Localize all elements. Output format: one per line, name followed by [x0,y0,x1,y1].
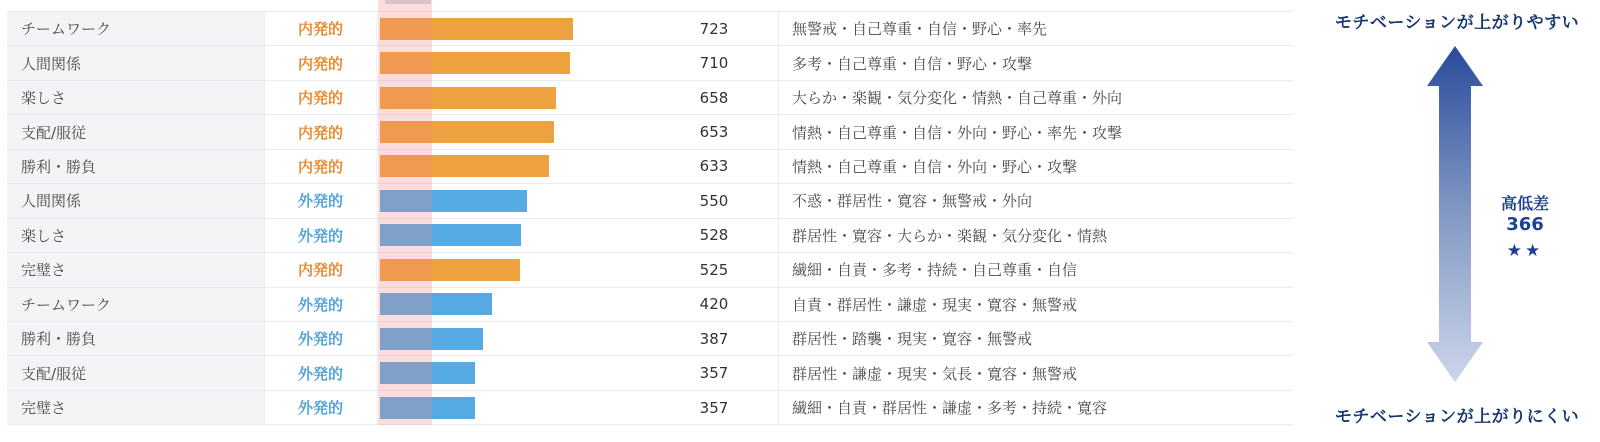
score-bar [380,224,521,246]
table-row [7,184,1293,218]
traits-label: 繊細・自責・群居性・謙虚・多考・持続・寛容 [778,391,1293,424]
motivation-high-label: モチベーションが上がりやすい [1334,13,1580,33]
table-row [7,219,1293,253]
score-value: 633 [699,157,729,176]
table-row [7,46,1293,80]
bar-cell [376,219,650,252]
category-label: チームワーク [7,12,265,45]
traits-label: 群居性・踏襲・現実・寛容・無警戒 [778,322,1293,355]
category-label: 支配/服従 [7,115,265,148]
traits-label: 群居性・寛容・大らか・楽観・気分変化・情熱 [778,219,1293,252]
score-bar [380,155,549,177]
table-row [7,115,1293,149]
motivation-low-label: モチベーションが上がりにくい [1334,407,1580,427]
category-label: 楽しさ [7,219,265,252]
score-value: 420 [699,295,729,314]
category-label: 楽しさ [7,81,265,114]
score-bar [380,52,570,74]
motivation-type-label: 内発的 [297,20,343,39]
score-value: 525 [699,260,729,279]
score-value: 357 [699,398,729,417]
table-row [7,253,1293,287]
table-row [7,288,1293,322]
score-bar [380,190,527,212]
motivation-type-label: 内発的 [297,261,343,280]
motivation-table [7,11,1293,425]
bar-cell [376,184,650,217]
bar-cell [376,46,650,79]
traits-label: 情熱・自己尊重・自信・外向・野心・率先・攻撃 [778,115,1293,148]
motivation-type-label: 内発的 [297,157,343,176]
score-bar [380,259,520,281]
category-label: 完璧さ [7,391,265,424]
score-value: 528 [699,226,729,245]
table-row [7,150,1293,184]
gap-value: 366 [1506,214,1544,235]
score-value: 710 [699,54,729,73]
traits-label: 自責・群居性・謙虚・現実・寛容・無警戒 [778,288,1293,321]
bar-cell [376,356,650,389]
table-row [7,81,1293,115]
category-label: 人間関係 [7,184,265,217]
score-value: 653 [699,123,729,142]
motivation-type-label: 外発的 [297,330,343,349]
score-value: 387 [699,329,729,348]
bar-cell [376,391,650,424]
motivation-type-label: 内発的 [297,54,343,73]
category-label: チームワーク [7,288,265,321]
bar-cell [376,322,650,355]
table-row [7,391,1293,425]
table-row [7,12,1293,46]
motivation-type-label: 外発的 [297,399,343,418]
traits-label: 無警戒・自己尊重・自信・野心・率先 [778,12,1293,45]
category-label: 人間関係 [7,46,265,79]
motivation-type-label: 外発的 [297,295,343,314]
bar-cell [376,81,650,114]
traits-label: 不惑・群居性・寛容・無警戒・外向 [778,184,1293,217]
category-label: 勝利・勝負 [7,150,265,183]
score-bar [380,18,573,40]
gap-label: 高低差 [1500,194,1549,213]
traits-label: 大らか・楽観・気分変化・情熱・自己尊重・外向 [778,81,1293,114]
score-value: 723 [699,19,729,38]
score-bar [380,293,492,315]
traits-label: 多考・自己尊重・自信・野心・攻撃 [778,46,1293,79]
score-value: 658 [699,88,729,107]
highlight-band-cap [385,0,431,4]
category-label: 勝利・勝負 [7,322,265,355]
score-bar [380,362,475,384]
table-row [7,322,1293,356]
gap-block [1470,194,1580,262]
score-bar [380,87,556,109]
traits-label: 繊細・自責・多考・持続・自己尊重・自信 [778,253,1293,286]
traits-label: 群居性・謙虚・現実・気長・寛容・無警戒 [778,356,1293,389]
score-value: 550 [699,191,729,210]
table-row [7,356,1293,390]
bar-cell [376,150,650,183]
motivation-type-label: 内発的 [297,123,343,142]
score-bar [380,121,554,143]
bar-cell [376,115,650,148]
bar-cell [376,12,650,45]
traits-label: 情熱・自己尊重・自信・外向・野心・攻撃 [778,150,1293,183]
category-label: 完璧さ [7,253,265,286]
motivation-type-label: 外発的 [297,364,343,383]
motivation-type-label: 外発的 [297,192,343,211]
score-bar [380,328,483,350]
motivation-type-label: 内発的 [297,89,343,108]
category-label: 支配/服従 [7,356,265,389]
score-bar [380,397,475,419]
star-icons: ★★ [1506,240,1544,261]
motivation-type-label: 外発的 [297,226,343,245]
bar-cell [376,253,650,286]
bar-cell [376,288,650,321]
score-value: 357 [699,364,729,383]
